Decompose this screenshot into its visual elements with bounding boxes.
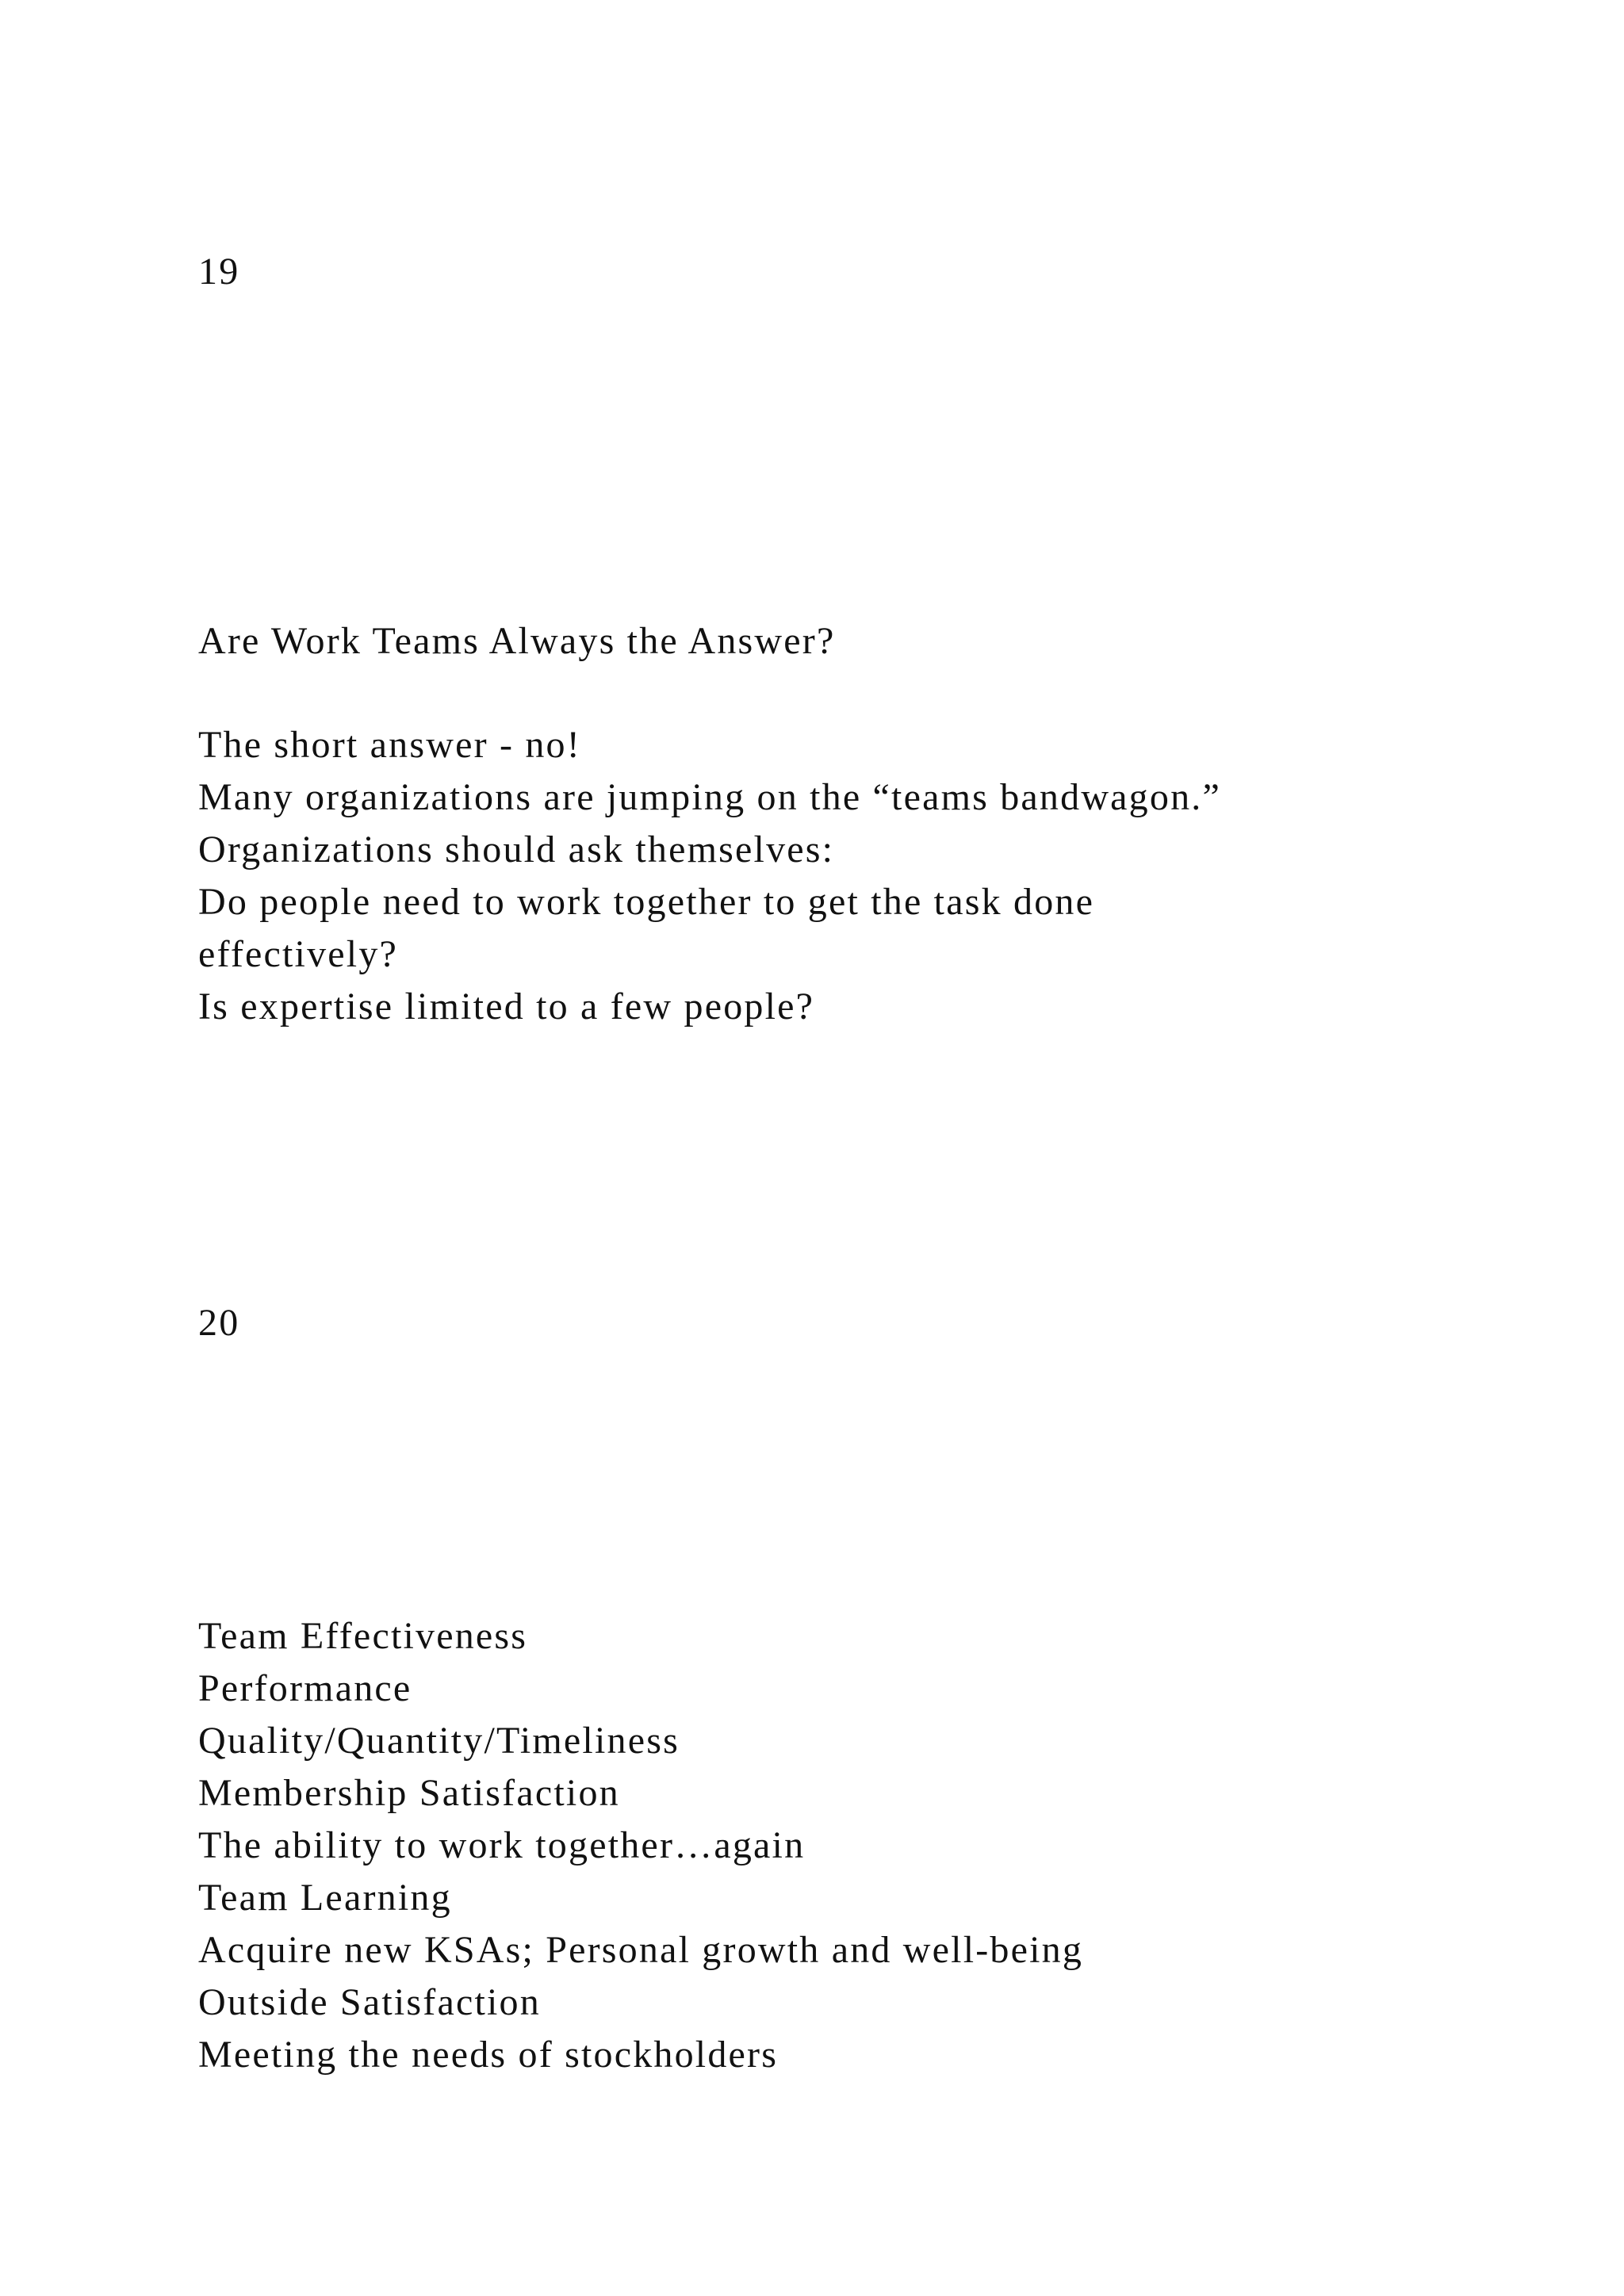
slide-20-line-9: Meeting the needs of stockholders [198, 2034, 779, 2076]
slide-20-line-1: Team Effectiveness [198, 1615, 528, 1657]
slide-19-line-3: Organizations should ask themselves: [198, 828, 835, 871]
slide-number-20: 20 [198, 1302, 240, 1344]
slide-20-line-4: Membership Satisfaction [198, 1772, 620, 1814]
slide-20-line-2: Performance [198, 1667, 412, 1709]
slide-19-line-1: The short answer - no! [198, 724, 581, 766]
slide-20-line-3: Quality/Quantity/Timeliness [198, 1720, 680, 1762]
slide-number-19: 19 [198, 251, 240, 293]
slide-19-line-2: Many organizations are jumping on the “teams bandwagon.” [198, 776, 1221, 818]
slide-20-line-7: Acquire new KSAs; Personal growth and well-being [198, 1929, 1084, 1971]
slide-19-line-5: effectively? [198, 933, 399, 975]
slide-20-line-6: Team Learning [198, 1877, 452, 1919]
slide-19-title: Are Work Teams Always the Answer? [198, 620, 836, 662]
slide-20-line-5: The ability to work together…again [198, 1824, 806, 1866]
slide-20-line-8: Outside Satisfaction [198, 1981, 541, 2023]
slide-19-line-4: Do people need to work together to get the task done [198, 881, 1095, 923]
slide-19-line-6: Is expertise limited to a few people? [198, 985, 815, 1027]
